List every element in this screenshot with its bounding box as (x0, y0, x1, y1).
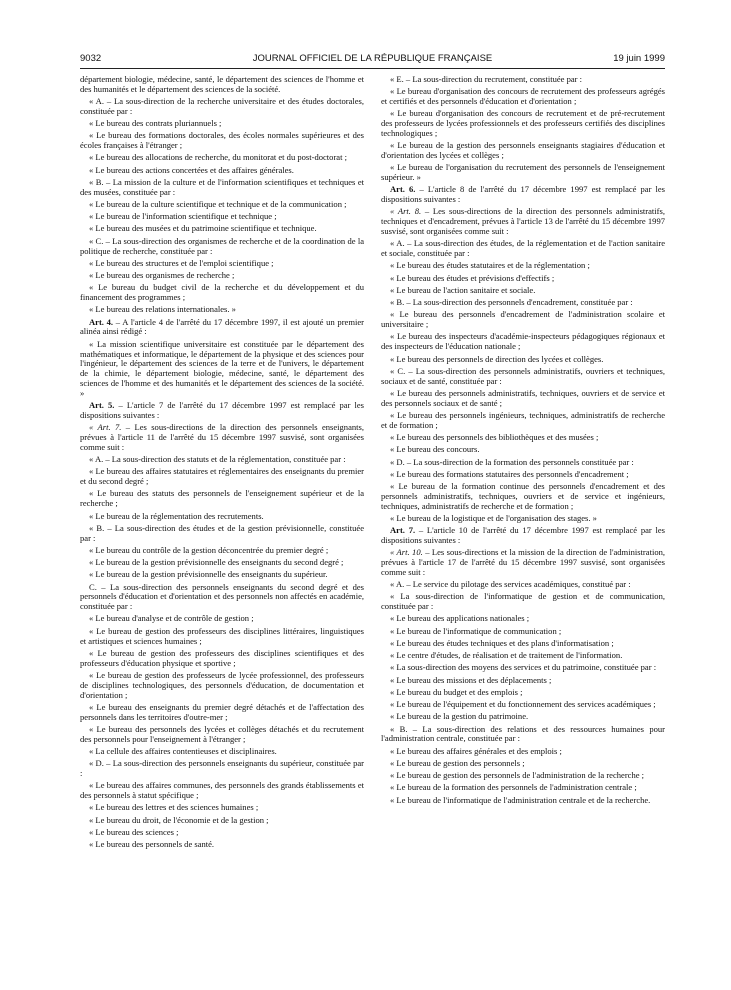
paragraph: « Le bureau du contrôle de la gestion déconcentrée du premier degré ; (89, 544, 329, 555)
article-text: – A l'article 4 de l'arrêté du 17 décembre 1997, il est ajouté un premier alinéa ainsi rédigé : (80, 316, 364, 337)
paragraph: « Le bureau du droit, de l'économie et de la gestion ; (89, 814, 269, 825)
paragraph: « Le bureau de la gestion des personnels enseignants stagiaires d'éducation et d'orientation des lycées et collèges ; (381, 140, 665, 161)
paragraph: « La sous-direction des moyens des services et du patrimoine, constituée par : (390, 662, 657, 673)
paragraph: « Le bureau de la formation des personnels de l'administration centrale ; (390, 782, 637, 793)
paragraph: « Le bureau des actions concertées et des affaires générales. (89, 164, 294, 175)
paragraph: « Le bureau des lettres et des sciences humaines ; (89, 802, 259, 813)
paragraph: « La mission scientifique universitaire est constituée par le département des mathématiques et informatique, le département de la physique et des sciences pour l'ingénieur, le département des sciences de la terre et de l'univers, le département de la chimie, le département biologie, médecine, santé, le département des sciences de l'homme et des humanités et le département des sciences de la société. » (80, 338, 364, 398)
paragraph: « B. – La sous-direction des relations et des ressources humaines pour l'administration centrale, constituée par : (381, 723, 665, 744)
article-paragraph (381, 548, 665, 578)
paragraph: « D. – La sous-direction des personnels enseignants du supérieur, constituée par : (80, 758, 364, 778)
paragraph: « Le bureau de gestion des professeurs de lycée professionnel, des professeurs de disciplines technologiques, des personnels d'éducation, de documentation et d'orientation ; (80, 669, 364, 700)
article-text: – Les sous-directions de la direction des personnels administratifs, techniques et d'encadrement, prévues à l'article 13 de l'arrêté du 15 décembre 1997 susvisé, sont organisées comme suit : (381, 206, 665, 237)
right-column (381, 75, 665, 980)
paragraph: « C. – La sous-direction des personnels administratifs, ouvriers et techniques, sociaux et de santé, constituée par : (381, 365, 665, 386)
paragraph: « Le bureau d'organisation des concours de recrutement des professeurs agrégés et certifiés et des personnels d'éducation et d'orientation ; (381, 86, 665, 107)
paragraph: « Le bureau de l'informatique de communication ; (390, 625, 562, 636)
paragraph: « Le bureau de l'informatique de l'administration centrale et de la recherche. (390, 794, 651, 805)
paragraph: « Le centre d'études, de réalisation et de traitement de l'information. (390, 650, 623, 661)
article-label: Art. 6. (390, 184, 416, 195)
paragraph: « Le bureau de la gestion prévisionnelle des enseignants du second degré ; (89, 557, 344, 568)
paragraph: « La cellule des affaires contentieuses et disciplinaires. (89, 745, 277, 756)
paragraph: « Le bureau de l'organisation du recrutement des personnels de l'enseignement supérieur. » (381, 162, 665, 183)
paragraph: « Le bureau des statuts des personnels de l'enseignement supérieur et de la recherche ; (80, 488, 364, 509)
article-label: « Art. 10. (390, 547, 423, 558)
paragraph: « Le bureau des formations doctorales, des écoles normales supérieures et des écoles françaises à l'étranger ; (80, 130, 364, 151)
journal-title: JOURNAL OFFICIEL DE LA RÉPUBLIQUE FRANÇAISE (252, 53, 493, 64)
paragraph: « Le bureau de l'équipement et du fonctionnement des services académiques ; (390, 699, 656, 710)
article-text: – Les sous-directions et la mission de la direction de l'administration, prévues à l'article 17 de l'arrêté du 15 décembre 1997 susvisé, sont organisées comme suit : (381, 547, 665, 577)
paragraph: « Le bureau du budget et des emplois ; (390, 686, 523, 697)
paragraph: « B. – La sous-direction des études et de la gestion prévisionnelle, constituée par : (80, 522, 364, 543)
paragraph: « A. – La sous-direction des statuts et de la réglementation, constituée par : (89, 454, 346, 465)
paragraph: « Le bureau de gestion des personnels de l'administration de la recherche ; (390, 770, 645, 781)
paragraph: « Le bureau des études et prévisions d'effectifs ; (390, 272, 555, 283)
paragraph: « D. – La sous-direction de la formation des personnels constituée par : (390, 456, 634, 467)
paragraph: « Le bureau des personnels des bibliothèques et des musées ; (390, 432, 599, 443)
paragraph: « Le bureau des formations statutaires des personnels d'encadrement ; (390, 468, 629, 479)
left-column (80, 75, 364, 980)
article-label: Art. 5. (89, 400, 115, 411)
paragraph: « Le bureau des missions et des déplacements ; (390, 674, 552, 685)
paragraph: « Le bureau de gestion des professeurs des disciplines scientifiques et des professeurs d'éducation physique et sportive ; (80, 647, 364, 668)
header-rule (80, 68, 665, 69)
paragraph: « La sous-direction de l'informatique de gestion et de communication, constituée par : (381, 591, 665, 612)
paragraph: « Le bureau des relations internationales. » (89, 304, 236, 315)
paragraph: « Le bureau des affaires générales et des emplois ; (390, 745, 562, 756)
paragraph: « Le bureau des concours. (390, 444, 480, 455)
paragraph: C. – La sous-direction des personnels enseignants du second degré et des personnels d'éducation et d'orientation et des personnels non affectés en académie, constituée par : (80, 581, 364, 612)
paragraph: département biologie, médecine, santé, le département des sciences de l'homme et des humanités et le département des sciences de la société. (80, 75, 364, 94)
paragraph: « Le bureau des allocations de recherche, du monitorat et du post-doctorat ; (89, 152, 347, 163)
article-paragraph (381, 185, 665, 205)
paragraph: « Le bureau des enseignants du premier degré détachés et de l'affectation des personnels dans les territoires d'outre-mer ; (80, 701, 364, 722)
paragraph: « Le bureau des organismes de recherche ; (89, 270, 235, 281)
article-label: Art. 4. (89, 316, 114, 327)
paragraph: « A. – Le service du pilotage des services académiques, constitué par : (390, 579, 631, 590)
paragraph: « Le bureau des inspecteurs d'académie-inspecteurs pédagogiques régionaux et des inspecteurs de l'éducation nationale ; (381, 331, 665, 352)
paragraph: « Le bureau des personnels ingénieurs, techniques, administratifs de recherche et de formation ; (381, 409, 665, 430)
paragraph: « Le bureau de la gestion du patrimoine. (390, 711, 529, 722)
paragraph: « Le bureau de la gestion prévisionnelle des enseignants du supérieur. (89, 569, 328, 580)
paragraph: « Le bureau des personnels des lycées et collèges détachés et du recrutement des personnels pour l'enseignement à l'étranger ; (80, 723, 364, 744)
paragraph: « Le bureau des musées et du patrimoine scientifique et technique. (89, 223, 317, 234)
paragraph: « E. – La sous-direction du recrutement, constituée par : (390, 75, 583, 84)
paragraph: « Le bureau d'analyse et de contrôle de gestion ; (89, 613, 254, 624)
paragraph: « A. – La sous-direction des études, de la réglementation et de l'action sanitaire et sociale, constituée par : (381, 238, 665, 259)
article-label: « Art. 7. (89, 422, 122, 433)
paragraph: « Le bureau des affaires communes, des personnels des grands établissements et des personnels à statut spécifique ; (80, 780, 364, 801)
paragraph: « Le bureau des personnels de direction des lycées et collèges. (390, 353, 604, 364)
article-paragraph (80, 318, 364, 338)
article-text: – Les sous-directions de la direction des personnels enseignants, prévues à l'article 11 de l'arrêté du 15 décembre 1997 susvisé, sont organisées comme suit : (80, 422, 364, 452)
paragraph: « Le bureau de la logistique et de l'organisation des stages. » (390, 512, 597, 523)
article-text: – L'article 10 de l'arrêté du 17 décembre 1997 est remplacé par les dispositions suivantes : (381, 525, 665, 545)
article-text: – L'article 7 de l'arrêté du 17 décembre 1997 est remplacé par les dispositions suivantes : (80, 400, 364, 420)
paragraph: « Le bureau des applications nationales ; (390, 613, 530, 624)
paragraph: « Le bureau des structures et de l'emploi scientifique ; (89, 257, 274, 268)
paragraph: « Le bureau de l'information scientifique et technique ; (89, 211, 277, 222)
paragraph: « Le bureau de la culture scientifique et technique et de la communication ; (89, 199, 347, 210)
publication-date: 19 juin 1999 (613, 53, 665, 64)
article-label: Art. 7. (390, 525, 416, 536)
paragraph: « B. – La sous-direction des personnels d'encadrement, constituée par : (390, 297, 633, 308)
paragraph: « Le bureau des personnels administratifs, techniques, ouvriers et de service et des personnels sociaux et de santé ; (381, 387, 665, 408)
paragraph: « Le bureau d'organisation des concours de recrutement et de pré-recrutement des professeurs de lycées professionnels et des professeurs certifiés des disciplines technologiques ; (381, 108, 665, 138)
page-number: 9032 (80, 53, 102, 64)
paragraph: « Le bureau des études techniques et des plans d'informatisation ; (390, 637, 614, 648)
paragraph: « A. – La sous-direction de la recherche universitaire et des études doctorales, constituée par : (80, 96, 364, 116)
article-paragraph (381, 207, 665, 237)
paragraph: « C. – La sous-direction des organismes de recherche et de la coordination de la politique de recherche, constituée par : (80, 235, 364, 256)
paragraph: « Le bureau des sciences ; (89, 826, 179, 837)
paragraph: « Le bureau des contrats pluriannuels ; (89, 118, 222, 129)
paragraph: « Le bureau de gestion des personnels ; (390, 757, 525, 768)
paragraph: « Le bureau de la réglementation des recrutements. (89, 510, 264, 521)
paragraph: « Le bureau des affaires statutaires et réglementaires des enseignants du premier et du second degré ; (80, 466, 364, 487)
article-paragraph (80, 423, 364, 453)
paragraph: « Le bureau des personnels d'encadrement de l'administration scolaire et universitaire ; (381, 309, 665, 330)
paragraph: « Le bureau du budget civil de la recherche et du développement et du financement des programmes ; (80, 282, 364, 303)
article-paragraph (80, 401, 364, 421)
article-label: « Art. 8. (390, 206, 422, 217)
paragraph: « Le bureau de gestion des professeurs des disciplines littéraires, linguistiques et artistiques et sciences humaines ; (80, 625, 364, 646)
paragraph: « B. – La mission de la culture et de l'information scientifiques et techniques et des musées, constituée par : (80, 176, 364, 197)
paragraph: « Le bureau des études statutaires et de la réglementation ; (390, 260, 590, 271)
paragraph: « Le bureau des personnels de santé. (89, 839, 215, 849)
paragraph: « Le bureau de l'action sanitaire et sociale. (390, 284, 536, 295)
article-text: – L'article 8 de l'arrêté du 17 décembre 1997 est remplacé par les dispositions suivantes : (381, 184, 665, 205)
article-paragraph (381, 526, 665, 546)
page-header (80, 53, 665, 67)
paragraph: « Le bureau de la formation continue des personnels d'encadrement et des personnels administratifs, techniques, ouvriers et de service et ingénieurs, techniques, administratifs de recherche et de formation ; (381, 480, 665, 511)
